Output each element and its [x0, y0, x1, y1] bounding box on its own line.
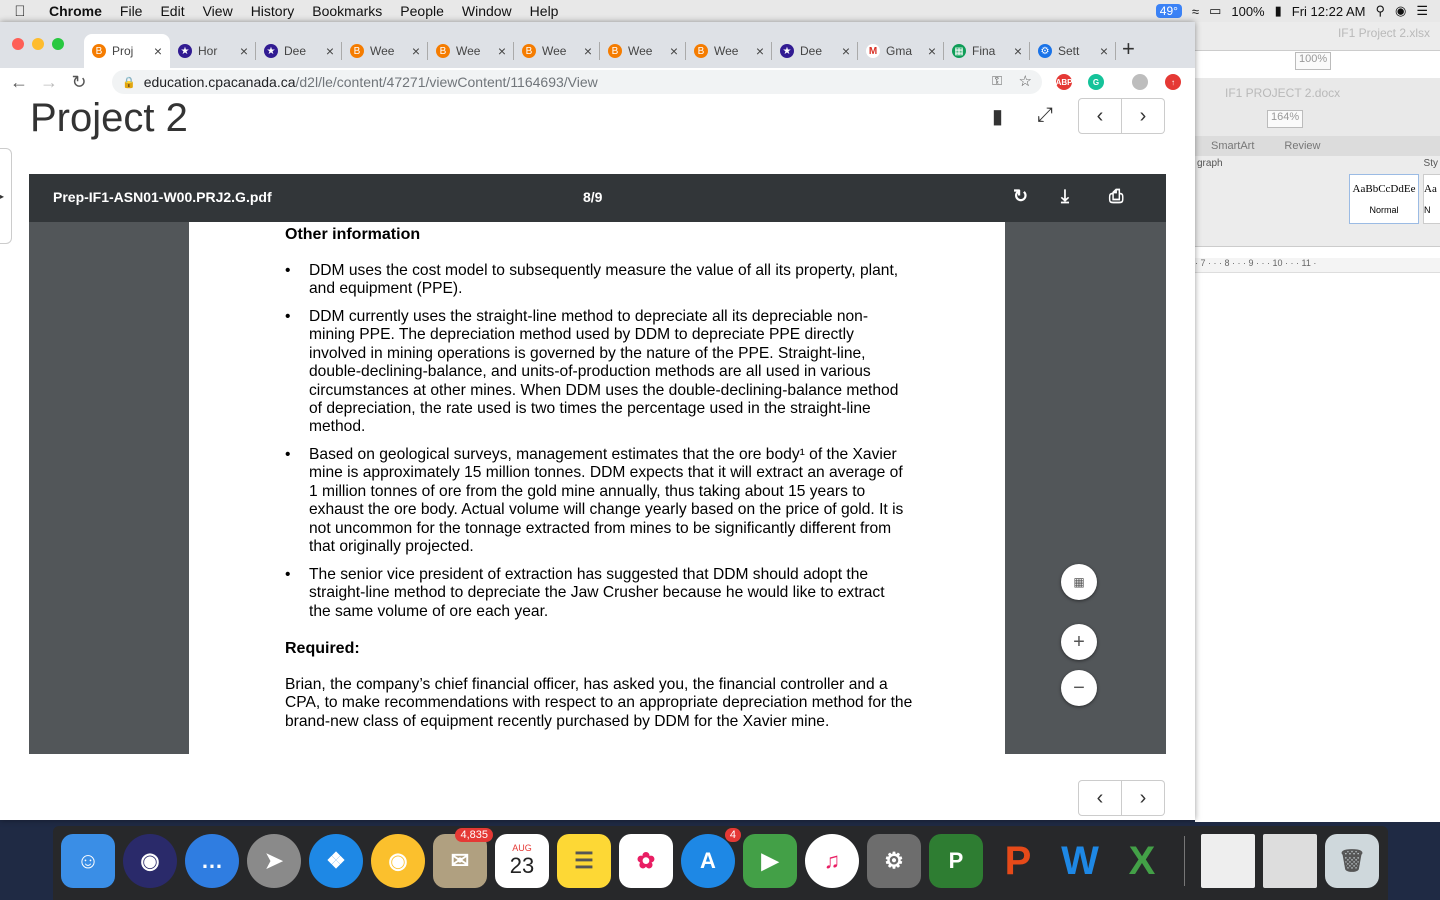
- menu-file[interactable]: File: [119, 3, 143, 19]
- macos-dock: [53, 826, 1388, 900]
- tab-0[interactable]: [84, 34, 170, 68]
- sidebar-toggle-icon[interactable]: ▸: [0, 148, 12, 244]
- next-topic-button-bottom[interactable]: ›: [1122, 780, 1165, 816]
- tab-label: Fina: [972, 44, 996, 58]
- style-next[interactable]: [1423, 174, 1440, 224]
- tab-label: Proj: [112, 44, 134, 58]
- tab-label: Wee: [714, 44, 739, 58]
- close-tab-icon[interactable]: ×: [841, 43, 850, 59]
- tab-11[interactable]: [1030, 34, 1116, 68]
- bullet-icon: •: [285, 566, 291, 583]
- style-sample: AaBbCcDdEe: [1352, 183, 1416, 195]
- star-icon: ★: [780, 44, 794, 58]
- download-icon[interactable]: ⤓: [1061, 186, 1069, 206]
- bullet-item: [285, 308, 905, 437]
- dock-divider: [1184, 836, 1185, 886]
- bullet-icon: •: [285, 262, 291, 279]
- profile-avatar-icon[interactable]: [1132, 74, 1148, 90]
- bullet-text: DDM uses the cost model to subsequently measure the value of all its property, plant, and equipment (PPE).: [309, 262, 899, 298]
- zoom-out-button[interactable]: −: [1061, 670, 1097, 706]
- pdf-page: [189, 222, 1005, 754]
- menu-bookmarks[interactable]: Bookmarks: [312, 3, 383, 19]
- star-icon: ★: [264, 44, 278, 58]
- word-titlebar: [1195, 78, 1440, 143]
- back-arrow-icon[interactable]: ←: [10, 71, 28, 92]
- zoom-window-button[interactable]: [52, 38, 64, 50]
- b-icon: B: [522, 44, 536, 58]
- bullet-item: [285, 262, 905, 299]
- tab-label: Wee: [628, 44, 653, 58]
- facetime-icon[interactable]: ▶: [743, 834, 797, 888]
- url-domain: education.cpacanada.ca: [143, 74, 296, 90]
- menu-view[interactable]: View: [202, 3, 233, 19]
- battery-icon[interactable]: ▮: [1274, 3, 1282, 18]
- url-path: /d2l/le/content/47271/viewContent/1164693/View: [295, 74, 598, 90]
- tab-5[interactable]: [514, 34, 600, 68]
- word-ribbon-tabs: [1195, 136, 1440, 156]
- browser-toolbar: [0, 68, 1195, 96]
- launchpad-icon[interactable]: ➤: [247, 834, 301, 888]
- star-icon: ★: [178, 44, 192, 58]
- macos-menubar: [0, 0, 1440, 23]
- ribbon-tab-review[interactable]: Review: [1284, 140, 1321, 152]
- required-paragraph: Brian, the company’s chief financial officer, has asked you, the financial controller and a CPA, to make recommendations with respect to an appropriate depreciation method for the brand-new class of equipment recently purchased by DDM for the Xavier mine.: [285, 676, 913, 730]
- previous-topic-button[interactable]: ‹: [1078, 98, 1122, 134]
- close-tab-icon[interactable]: ×: [411, 43, 420, 59]
- menu-window[interactable]: Window: [461, 3, 512, 19]
- bullet-icon: •: [285, 308, 291, 325]
- close-tab-icon[interactable]: ×: [153, 43, 162, 59]
- battery-percent[interactable]: 100%: [1231, 3, 1265, 19]
- close-tab-icon[interactable]: ×: [497, 43, 506, 59]
- document-thumbnail-icon[interactable]: [1201, 834, 1255, 888]
- minimize-window-button[interactable]: [32, 38, 44, 50]
- style-sample-2: Aa: [1424, 183, 1437, 195]
- powerpoint-icon[interactable]: P: [1004, 838, 1032, 883]
- menu-history[interactable]: History: [250, 3, 295, 19]
- window-controls: [12, 38, 64, 50]
- b-icon: B: [92, 44, 106, 58]
- menu-people[interactable]: People: [400, 3, 444, 19]
- tab-7[interactable]: [686, 34, 772, 68]
- print-icon[interactable]: ⎙: [1109, 186, 1124, 206]
- style-name-2: N: [1424, 205, 1431, 215]
- siri-icon[interactable]: ◉: [1395, 3, 1407, 18]
- weather-widget[interactable]: 49°: [1156, 4, 1182, 18]
- previous-topic-button-bottom[interactable]: ‹: [1078, 780, 1122, 816]
- tab-3[interactable]: [342, 34, 428, 68]
- pdf-toolbar: [29, 174, 1166, 222]
- menu-edit[interactable]: Edit: [160, 3, 185, 19]
- page-title: Project 2: [30, 96, 188, 140]
- tab-label: Dee: [800, 44, 823, 58]
- gear-icon: ⚙: [1038, 44, 1052, 58]
- menu-app-name[interactable]: Chrome: [49, 3, 102, 19]
- forward-arrow-icon[interactable]: →: [40, 71, 58, 92]
- chrome-window: [0, 22, 1195, 820]
- excel-icon[interactable]: X: [1128, 838, 1156, 883]
- safari-icon[interactable]: ❖: [309, 834, 363, 888]
- new-tab-button[interactable]: +: [1122, 36, 1135, 61]
- pdf-page-indicator: 8/9: [583, 189, 603, 205]
- excel-title: IF1 Project 2.xlsx: [1337, 26, 1430, 40]
- ribbon-group-label-2: Sty: [1423, 158, 1438, 169]
- rotate-icon[interactable]: ↻: [1013, 186, 1029, 206]
- close-tab-icon[interactable]: ×: [583, 43, 592, 59]
- b-icon: B: [350, 44, 364, 58]
- pdf-viewer: [29, 174, 1166, 754]
- bullet-text: Based on geological surveys, management estimates that the ore body¹ of the Xavier mine is approximately 15 million tonnes. DDM expects that it will extract an average of 1 million tonnes of ore from the gold mine annually, thus taking about 15 years to exhaust the ore body. Actual volume will change yearly based on the price of gold. It is not uncommon for the tonnage extracted from mines to be significantly different from that originally projected.: [309, 446, 904, 556]
- sheets-icon: ▦: [952, 44, 966, 58]
- close-tab-icon[interactable]: ×: [239, 43, 248, 59]
- messages-icon[interactable]: …: [185, 834, 239, 888]
- topic-nav: [1078, 98, 1165, 134]
- update-icon[interactable]: ↑: [1165, 74, 1181, 90]
- music-icon[interactable]: ♫: [805, 834, 859, 888]
- zoom-in-button[interactable]: +: [1061, 624, 1097, 660]
- bullet-text: The senior vice president of extraction has suggested that DDM should adopt the straight-line method to depreciate the Jaw Crusher because he would like to extract the same volume of ore each year.: [309, 566, 885, 620]
- close-tab-icon[interactable]: ×: [927, 43, 936, 59]
- heading-required: Required:: [285, 640, 360, 657]
- word-ruler: · 7 · · · 8 · · · 9 · · · 10 · · · 11 ·: [1195, 258, 1440, 273]
- document-thumbnail-icon-2[interactable]: [1263, 834, 1317, 888]
- bullet-icon: •: [285, 446, 291, 463]
- bullet-text: DDM currently uses the straight-line method to depreciate all its depreciable non-mining PPE. The depreciation method used by DDM to depreciate PPE directly involved in mining operations is governed by the nature of the PPE. Straight-line, double-declining-balance, and units-of-production methods are all used in various circumstances at other mines. When DDM uses the double-declining-balance method of depreciation, the rate used is two times the percentage used in the straight-line method.: [309, 308, 899, 436]
- close-window-button[interactable]: [12, 38, 24, 50]
- spotlight-icon[interactable]: ⚲: [1375, 3, 1385, 18]
- gmail-icon: M: [866, 44, 880, 58]
- airplay-icon[interactable]: ▭: [1209, 3, 1222, 18]
- excel-zoom[interactable]: 100%: [1295, 52, 1331, 70]
- tab-label: Wee: [370, 44, 395, 58]
- b-icon: B: [694, 44, 708, 58]
- mail-badge: 4,835: [455, 828, 493, 842]
- tab-label: Wee: [456, 44, 481, 58]
- topic-nav-bottom: [1078, 780, 1165, 816]
- apple-icon[interactable]: [0, 3, 40, 20]
- tab-label: Wee: [542, 44, 567, 58]
- bullet-item: [285, 566, 905, 621]
- siri-icon[interactable]: ◉: [123, 834, 177, 888]
- reload-icon[interactable]: ↻: [71, 71, 87, 92]
- address-bar[interactable]: [112, 70, 1042, 94]
- next-topic-button[interactable]: ›: [1122, 98, 1165, 134]
- notification-center-icon[interactable]: ☰: [1416, 3, 1428, 18]
- bookmark-star-icon[interactable]: ☆: [1018, 73, 1032, 90]
- tab-label: Gma: [886, 44, 913, 58]
- style-name: Normal: [1369, 205, 1399, 215]
- tab-9[interactable]: [858, 34, 944, 68]
- close-tab-icon[interactable]: ×: [755, 43, 764, 59]
- lock-icon[interactable]: 🔒: [122, 76, 136, 89]
- ribbon-group-label: graph: [1197, 158, 1223, 169]
- notes-icon[interactable]: ☰: [557, 834, 611, 888]
- bullet-item: [285, 446, 905, 556]
- close-tab-icon[interactable]: ×: [1099, 43, 1108, 59]
- tab-separator: [1115, 42, 1116, 60]
- fit-page-icon[interactable]: ▦: [1061, 564, 1097, 600]
- tab-1[interactable]: [170, 34, 256, 68]
- tab-2[interactable]: [256, 34, 342, 68]
- grammarly-icon[interactable]: G: [1088, 74, 1104, 90]
- close-tab-icon[interactable]: ×: [669, 43, 678, 59]
- app-store-icon[interactable]: A 4: [681, 834, 735, 888]
- tab-4[interactable]: [428, 34, 514, 68]
- tab-label: Sett: [1058, 44, 1080, 58]
- project-icon[interactable]: P: [929, 834, 983, 888]
- background-office-windows: [1195, 22, 1440, 822]
- ribbon-tab-smartart[interactable]: SmartArt: [1211, 140, 1255, 152]
- close-tab-icon[interactable]: ×: [325, 43, 334, 59]
- tab-6[interactable]: [600, 34, 686, 68]
- close-tab-icon[interactable]: ×: [1013, 43, 1022, 59]
- menubar-status-area: [1156, 3, 1440, 19]
- calendar-month: AUG: [512, 843, 532, 853]
- chrome-icon[interactable]: ◉: [371, 834, 425, 888]
- bookmark-icon[interactable]: ▮: [992, 106, 1004, 128]
- adblock-icon[interactable]: ABP: [1056, 74, 1072, 90]
- page-header: [0, 96, 1195, 174]
- system-preferences-icon[interactable]: ⚙: [867, 834, 921, 888]
- fullscreen-icon[interactable]: ⤢: [1037, 104, 1053, 126]
- word-zoom[interactable]: 164%: [1267, 110, 1303, 128]
- tab-label: Dee: [284, 44, 307, 58]
- style-normal[interactable]: [1349, 174, 1419, 224]
- word-title: IF1 PROJECT 2.docx: [1225, 86, 1341, 100]
- pdf-filename: Prep-IF1-ASN01-W00.PRJ2.G.pdf: [53, 189, 272, 205]
- excel-titlebar: [1195, 22, 1440, 51]
- menu-help[interactable]: Help: [529, 3, 559, 19]
- finder-icon[interactable]: ☺: [61, 834, 115, 888]
- photos-icon[interactable]: ✿: [619, 834, 673, 888]
- heading-other-information: Other information: [285, 226, 421, 243]
- wifi-icon[interactable]: ≈: [1191, 3, 1200, 19]
- mail-icon[interactable]: ✉ 4,835: [433, 834, 487, 888]
- word-icon[interactable]: W: [1061, 838, 1099, 883]
- trash-icon[interactable]: 🗑: [1325, 834, 1379, 888]
- b-icon: B: [436, 44, 450, 58]
- tab-label: Hor: [198, 44, 218, 58]
- calendar-icon[interactable]: [495, 834, 549, 888]
- calendar-day: 23: [509, 853, 535, 878]
- key-icon[interactable]: ⚿: [992, 73, 1002, 88]
- tab-strip: [0, 22, 1195, 68]
- clock[interactable]: Fri 12:22 AM: [1291, 3, 1366, 19]
- tab-10[interactable]: [944, 34, 1030, 68]
- appstore-badge: 4: [725, 828, 741, 842]
- b-icon: B: [608, 44, 622, 58]
- tab-8[interactable]: [772, 34, 858, 68]
